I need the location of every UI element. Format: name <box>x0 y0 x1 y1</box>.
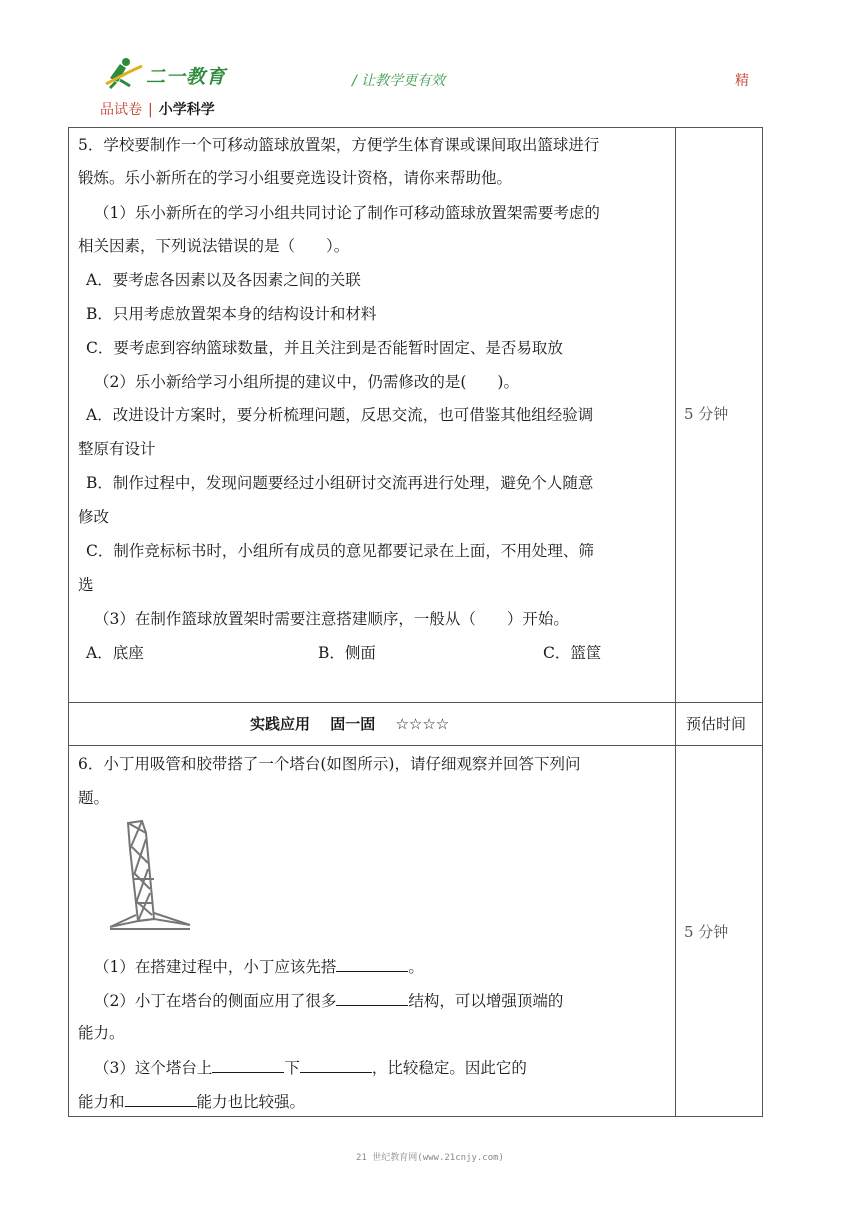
q6-stem-line2: 题。 <box>78 789 110 807</box>
page-footer: 21 世纪教育网(www.21cnjy.com) <box>356 1153 504 1163</box>
q5-part3-option-b: B．侧面 <box>318 644 376 662</box>
q5-part3-stem: （3）在制作篮球放置架时需要注意搭建顺序，一般从（ ）开始。 <box>94 610 569 628</box>
q6-part3-text: （3）这个塔台上 <box>94 1059 213 1077</box>
q6-part1 <box>94 956 424 977</box>
q6-part3 <box>94 1057 527 1078</box>
brand-separator: | <box>148 102 153 118</box>
q5-stem-line2: 锻炼。乐小新所在的学习小组要竞选设计资格，请你来帮助他。 <box>78 169 513 187</box>
q6-part2-line2: 能力。 <box>78 1024 125 1042</box>
slogan: / 让教学更有效 <box>352 73 446 89</box>
q5-part2-option-c-line2: 选 <box>78 576 94 594</box>
q5-part3-option-c: C．篮筐 <box>543 644 602 662</box>
tower-figure <box>106 819 194 935</box>
table-border-top <box>68 127 763 128</box>
q5-part3-option-a: A．底座 <box>86 644 144 662</box>
q6-part1-blank[interactable] <box>336 956 408 972</box>
q5-part2-option-b-line2: 修改 <box>78 508 110 526</box>
subject-name: 小学科学 <box>158 102 215 118</box>
brand-name: 品试卷 <box>100 102 142 118</box>
q6-part3-line2-text: 能力和 <box>78 1093 125 1111</box>
q5-part1-line1: （1）乐小新所在的学习小组共同讨论了制作可移动篮球放置架需要考虑的 <box>94 204 600 222</box>
brand-line <box>100 99 215 119</box>
q6-part3-line2 <box>78 1091 305 1112</box>
q6-part3-mid: 下 <box>284 1059 300 1077</box>
q5-part1-option-b: B．只用考虑放置架本身的结构设计和材料 <box>86 305 377 323</box>
q5-part2-stem: （2）乐小新给学习小组所提的建议中，仍需修改的是( )。 <box>94 373 519 391</box>
q5-part1-option-a: A．要考虑各因素以及各因素之间的关联 <box>86 271 361 289</box>
q5-part2-option-a-line1: A．改进设计方案时，要分析梳理问题，反思交流，也可借鉴其他组经验调 <box>86 406 594 424</box>
q5-part1-line2: 相关因素，下列说法错误的是（ ）。 <box>78 237 350 255</box>
q5-stem-line1: 5．学校要制作一个可移动篮球放置架，方便学生体育课或课间取出篮球进行 <box>78 136 600 154</box>
table-border-right <box>762 127 763 1117</box>
q6-part2-blank[interactable] <box>336 990 408 1006</box>
q6-part1-end: 。 <box>408 958 424 976</box>
q6-part3-end: ，比较稳定。因此它的 <box>371 1059 527 1077</box>
q6-estimated-time: 5 分钟 <box>684 923 729 941</box>
q6-part3-blank-bottom[interactable] <box>300 1057 372 1073</box>
q6-part2-text: （2）小丁在塔台的侧面应用了很多 <box>94 992 337 1010</box>
table-border-left <box>68 127 69 1117</box>
logo-text: 二一教育 <box>146 66 227 88</box>
q6-part2-end: 结构，可以增强顶端的 <box>408 992 564 1010</box>
section-title: 实践应用 固一固 ☆☆☆☆ <box>250 715 450 733</box>
q6-part1-text: （1）在搭建过程中，小丁应该先搭 <box>94 958 337 976</box>
q6-part3-line2-end: 能力也比较强。 <box>196 1093 306 1111</box>
quality-mark: 精 <box>735 73 749 89</box>
q6-part3-blank-top[interactable] <box>212 1057 284 1073</box>
column-divider <box>675 127 676 1117</box>
q5-part2-option-b-line1: B．制作过程中，发现问题要经过小组研讨交流再进行处理，避免个人随意 <box>86 474 594 492</box>
table-border-bottom <box>68 1116 763 1117</box>
q5-part2-option-a-line2: 整原有设计 <box>78 440 156 458</box>
q6-stem-line1: 6．小丁用吸管和胶带搭了一个塔台(如图所示)，请仔细观察并回答下列问 <box>78 755 581 773</box>
row-divider-1 <box>68 702 763 703</box>
q5-estimated-time: 5 分钟 <box>684 405 729 423</box>
worksheet-table <box>68 127 763 1117</box>
row-divider-2 <box>68 745 763 746</box>
q5-part2-option-c-line1: C．制作竞标标书时，小组所有成员的意见都要记录在上面，不用处理、筛 <box>86 542 594 560</box>
q5-part1-option-c: C．要考虑到容纳篮球数量，并且关注到是否能暂时固定、是否易取放 <box>86 339 563 357</box>
q6-part3-blank-ability[interactable] <box>125 1091 197 1107</box>
time-column-header: 预估时间 <box>686 715 747 733</box>
q6-part2 <box>94 990 563 1011</box>
